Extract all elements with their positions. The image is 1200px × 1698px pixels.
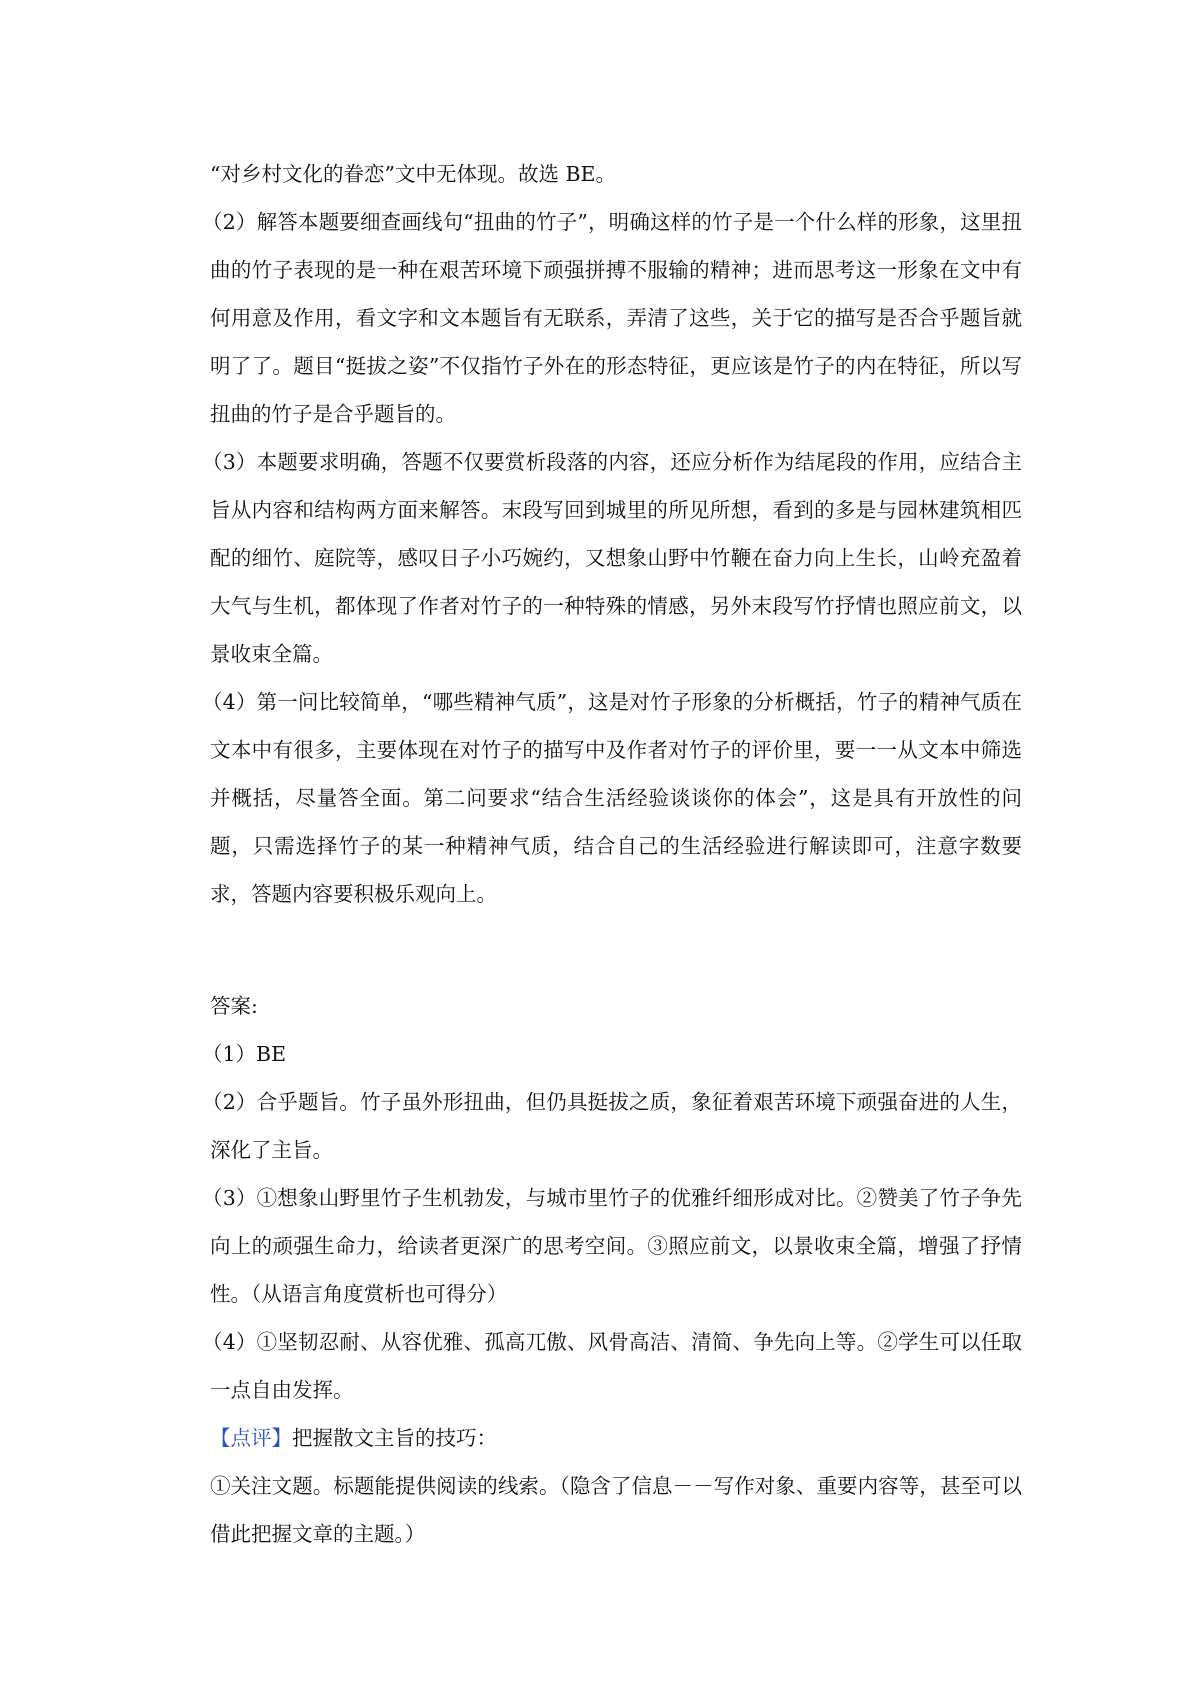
document-page [202,150,1022,1558]
analysis-conclusion: “对乡村文化的眷恋”文中无体现。故选 BE。 [210,162,617,186]
answer-item-1: （1）BE [202,1042,287,1066]
comment-tag: 【点评】 [210,1426,292,1450]
comment-tip-1: ①关注文题。标题能提供阅读的线索。（隐含了信息－－写作对象、重要内容等，甚至可以借此把握文章的主题。） [210,1474,1022,1546]
section-gap [210,918,1022,982]
answer-item-3: （3）①想象山野里竹子生机勃发，与城市里竹子的优雅纤细形成对比。②赞美了竹子争先向上的顽强生命力，给读者更深广的思考空间。③照应前文，以景收束全篇，增强了抒情性。（从语言角度赏析也可得分） [202,1186,1022,1306]
comment-title: 把握散文主旨的技巧： [292,1426,497,1450]
analysis-item-2: （2）解答本题要细查画线句“扭曲的竹子”，明确这样的竹子是一个什么样的形象，这里扭曲的竹子表现的是一种在艰苦环境下顽强拼搏不服输的精神；进而思考这一形象在文中有何用意及作用，看文字和文本题旨有无联系，弄清了这些，关于它的描写是否合乎题旨就明了了。题目“挺拔之姿”不仅指竹子外在的形态特征，更应该是竹子的内在特征，所以写扭曲的竹子是合乎题旨的。 [202,210,1022,426]
comment-line [210,1414,1022,1462]
answer-heading: 答案: [210,994,258,1018]
answer-item-4: （4）①坚韧忍耐、从容优雅、孤高兀傲、风骨高洁、清简、争先向上等。②学生可以任取一点自由发挥。 [202,1330,1022,1402]
answer-item-2: （2）合乎题旨。竹子虽外形扭曲，但仍具挺拔之质，象征着艰苦环境下顽强奋进的人生，深化了主旨。 [202,1090,1022,1162]
analysis-item-4: （4）第一问比较简单，“哪些精神气质”，这是对竹子形象的分析概括，竹子的精神气质在文本中有很多，主要体现在对竹子的描写中及作者对竹子的评价里，要一一从文本中筛选并概括，尽量答全面。第二问要求“结合生活经验谈谈你的体会”，这是具有开放性的问题，只需选择竹子的某一种精神气质，结合自己的生活经验进行解读即可，注意字数要求，答题内容要积极乐观向上。 [202,690,1022,906]
analysis-item-3: （3）本题要求明确，答题不仅要赏析段落的内容，还应分析作为结尾段的作用，应结合主旨从内容和结构两方面来解答。末段写回到城里的所见所想，看到的多是与园林建筑相匹配的细竹、庭院等，感叹日子小巧婉约，又想象山野中竹鞭在奋力向上生长，山岭充盈着大气与生机，都体现了作者对竹子的一种特殊的情感，另外末段写竹抒情也照应前文，以景收束全篇。 [202,450,1022,666]
